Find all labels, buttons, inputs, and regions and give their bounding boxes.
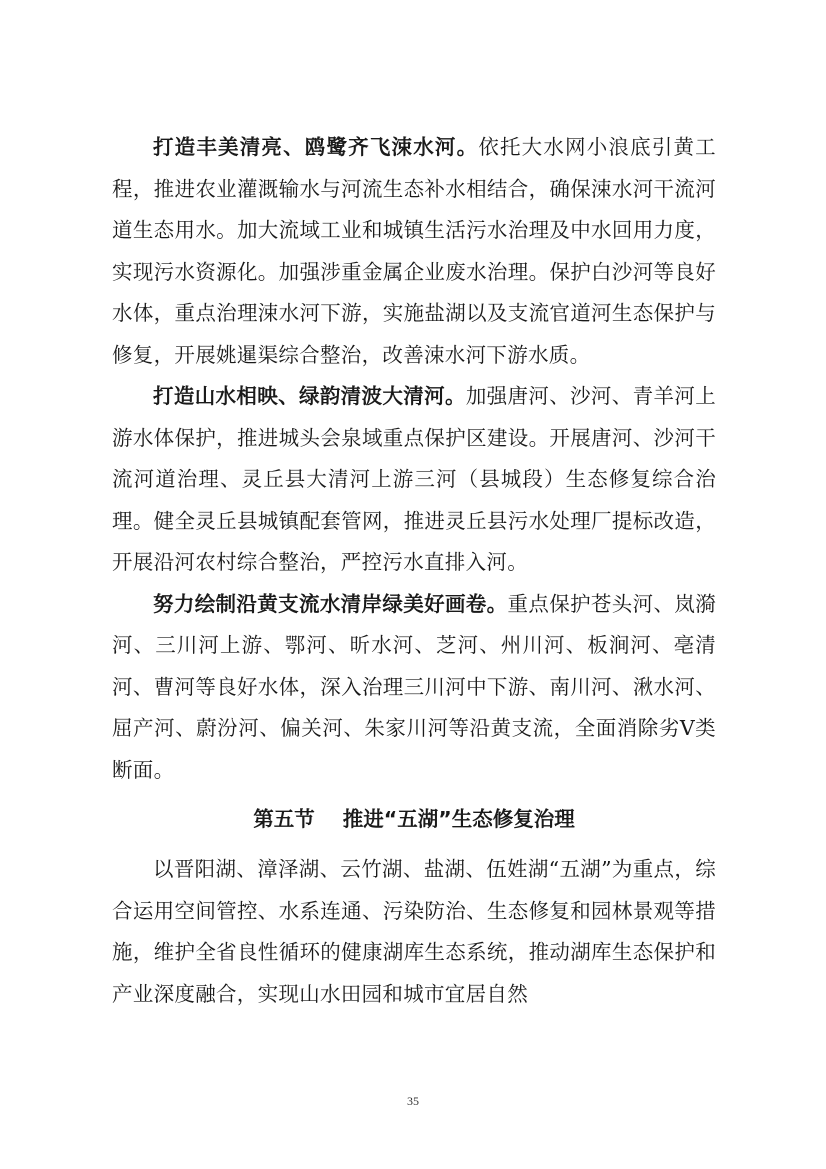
- paragraph-sushui-river: [112, 127, 716, 376]
- paragraph-text: 加强唐河、沙河、青羊河上游水体保护，推进城头会泉域重点保护区建设。开展唐河、沙河干流河道治理、灵丘县大清河上游三河（县城段）生态修复综合治理。健全灵丘县城镇配套管网，推进灵丘县污水处理厂提标改造，开展沿河农村综合整治，严控污水直排入河。: [112, 384, 717, 574]
- paragraph-lead: 努力绘制沿黄支流水清岸绿美好画卷。: [153, 591, 508, 616]
- paragraph-lead: 打造山水相映、绿韵清波大清河。: [153, 384, 466, 408]
- paragraph-lead: 打造丰美清亮、鸥鹭齐飞涑水河。: [153, 135, 479, 159]
- page-number: 35: [407, 1094, 419, 1108]
- paragraph-text: 重点保护苍头河、岚漪河、三川河上游、鄂河、昕水河、芝河、州川河、板涧河、亳清河、曹河等良好水体，深入治理三川河中下游、南川河、湫水河、屈产河、蔚汾河、偏关河、朱家川河等沿黄支流，全面消除劣Ⅴ类断面。: [112, 591, 716, 782]
- page-content: [112, 127, 716, 1015]
- paragraph-daqing-river: [112, 376, 716, 584]
- paragraph-five-lakes: [112, 849, 716, 1015]
- paragraph-text: 以晋阳湖、漳泽湖、云竹湖、盐湖、伍姓湖“五湖”为重点，综合运用空间管控、水系连通、污染防治、生态修复和园林景观等措施，维护全省良性循环的健康湖库生态系统，推动湖库生态保护和产业深度融合，实现山水田园和城市宜居自然: [112, 857, 716, 1006]
- section-heading: [112, 799, 716, 839]
- section-number: 第五节: [253, 807, 315, 831]
- paragraph-text: 依托大水网小浪底引黄工程，推进农业灌溉输水与河流生态补水相结合，确保涑水河干流河道生态用水。加大流域工业和城镇生活污水治理及中水回用力度，实现污水资源化。加强涉重金属企业废水治理。保护白沙河等良好水体，重点治理涑水河下游，实施盐湖以及支流官道河生态保护与修复，开展姚暹渠综合整治，改善涑水河下游水质。: [112, 135, 716, 367]
- section-title: 推进“五湖”生态修复治理: [342, 807, 575, 831]
- paragraph-yellow-river-tributaries: [112, 584, 716, 792]
